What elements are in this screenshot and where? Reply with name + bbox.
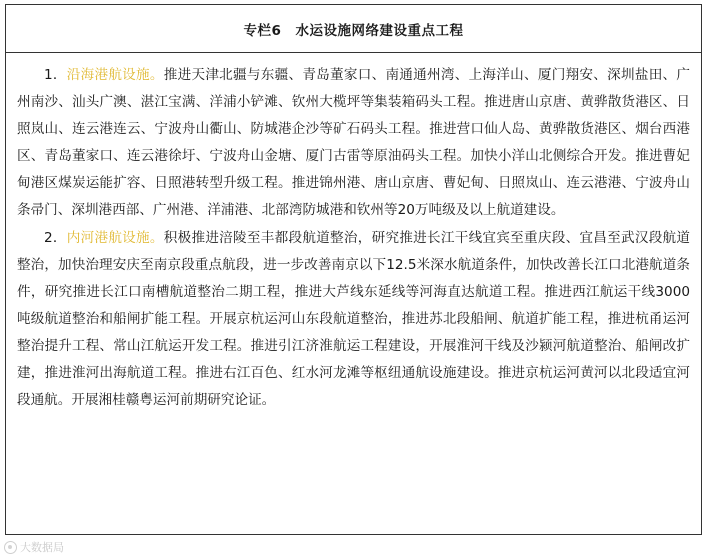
section-body: 积极推进涪陵至丰都段航道整治，研究推进长江干线宜宾至重庆段、宜昌至武汉段航道整治，加快治理安庆至南京段重点航段，进一步改善南京以下12.5米深水航道条件，加快改善长江口北港航道条件，研究推进长江口南槽航道整治二期工程，推进大芦线东延线等河海直达航道工程。推进西江航运干线3000吨级航道整治和船闸扩能工程。开展京杭运河山东段航道整治，推进苏北段船闸、航道扩能工程，推进杭甬运河整治提升工程、常山江航运开发工程。推进引江济淮航运工程建设，开展淮河干线及沙颍河航道整治、船闸改扩建，推进淮河出海航道工程。推进右江百色、红水河龙滩等枢纽通航设施建设。推进京杭运河黄河以北段适宜河段通航。开展湘桂赣粤运河前期研究论证。 xyxy=(17,229,691,409)
watermark xyxy=(4,539,64,555)
watermark-text: 大数据局 xyxy=(20,541,64,554)
box-title-row xyxy=(6,5,701,53)
watermark-logo-icon xyxy=(4,541,17,554)
section-body: 推进天津北疆与东疆、青岛董家口、南通通州湾、上海洋山、厦门翔安、深圳盐田、广州南沙、汕头广澳、湛江宝满、洋浦小铲滩、钦州大榄坪等集装箱码头工程。推进唐山京唐、黄骅散货港区、日照岚山、连云港连云、宁波舟山衢山、防城港企沙等矿石码头工程。推进营口仙人岛、黄骅散货港区、烟台西港区、青岛董家口、连云港徐圩、宁波舟山金塘、厦门古雷等原油码头工程。加快小洋山北侧综合开发。推进曹妃甸港区煤炭运能扩容、日照港转型升级工程。推进锦州港、唐山京唐、曹妃甸、日照岚山、连云港港、宁波舟山条帚门、深圳港西部、广州港、洋浦港、北部湾防城港和钦州等20万吨级及以上航道建设。 xyxy=(17,67,691,219)
box-content xyxy=(6,62,701,414)
section-coastal xyxy=(6,62,701,225)
box-label: 专栏6 xyxy=(243,22,282,39)
section-inland xyxy=(6,225,701,415)
section-number: 1． xyxy=(44,67,67,83)
section-heading: 沿海港航设施。 xyxy=(66,67,164,83)
box-title xyxy=(244,19,464,39)
box-title-text: 水运设施网络建设重点工程 xyxy=(295,22,464,39)
section-heading: 内河港航设施。 xyxy=(66,229,164,246)
section-number: 2． xyxy=(44,229,67,246)
feature-box xyxy=(5,4,702,535)
